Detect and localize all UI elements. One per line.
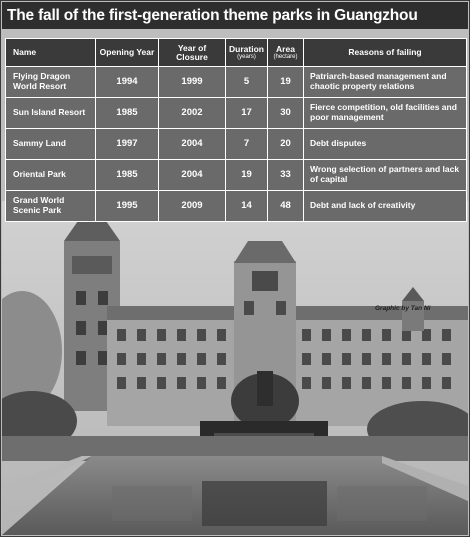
park-name: Oriental Park	[6, 160, 96, 191]
table-row	[6, 129, 467, 160]
table-header-row	[6, 39, 467, 67]
reason: Fierce competition, old facilities and poor management	[304, 98, 467, 129]
theme-park-photo	[2, 201, 468, 535]
header-reasons: Reasons of failing	[304, 39, 467, 67]
reason: Wrong selection of partners and lack of capital	[304, 160, 467, 191]
infographic-title: The fall of the first-generation theme parks in Guangzhou	[7, 6, 418, 24]
duration: 17	[226, 98, 268, 129]
header-duration	[226, 39, 268, 67]
area: 33	[268, 160, 304, 191]
header-area	[268, 39, 304, 67]
duration: 14	[226, 191, 268, 222]
area: 30	[268, 98, 304, 129]
year-of-closure: 2009	[159, 191, 226, 222]
header-name: Name	[6, 39, 96, 67]
reason: Patriarch-based management and chaotic property relations	[304, 67, 467, 98]
table-row	[6, 67, 467, 98]
header-duration-label: Duration	[229, 43, 264, 54]
data-table	[5, 38, 467, 222]
header-opening-year: Opening Year	[96, 39, 159, 67]
duration: 7	[226, 129, 268, 160]
photo-credit: Graphic by Tan Ni	[375, 305, 431, 312]
park-name: Grand World Scenic Park	[6, 191, 96, 222]
header-duration-unit: (years)	[237, 53, 256, 60]
park-name: Sammy Land	[6, 129, 96, 160]
area: 48	[268, 191, 304, 222]
header-area-unit: (hectare)	[273, 53, 298, 60]
park-name: Flying Dragon World Resort	[6, 67, 96, 98]
opening-year: 1995	[96, 191, 159, 222]
year-of-closure: 2004	[159, 160, 226, 191]
opening-year: 1985	[96, 98, 159, 129]
duration: 19	[226, 160, 268, 191]
reason: Debt and lack of creativity	[304, 191, 467, 222]
reason: Debt disputes	[304, 129, 467, 160]
opening-year: 1997	[96, 129, 159, 160]
area: 19	[268, 67, 304, 98]
opening-year: 1994	[96, 67, 159, 98]
header-year-of-closure: Year of Closure	[159, 39, 226, 67]
year-of-closure: 2004	[159, 129, 226, 160]
year-of-closure: 1999	[159, 67, 226, 98]
park-name: Sun Island Resort	[6, 98, 96, 129]
duration: 5	[226, 67, 268, 98]
title-bar	[2, 2, 468, 29]
table-row	[6, 160, 467, 191]
table-row	[6, 191, 467, 222]
header-area-label: Area	[276, 43, 295, 54]
theme-parks-table	[5, 38, 466, 222]
year-of-closure: 2002	[159, 98, 226, 129]
table-row	[6, 98, 467, 129]
opening-year: 1985	[96, 160, 159, 191]
area: 20	[268, 129, 304, 160]
